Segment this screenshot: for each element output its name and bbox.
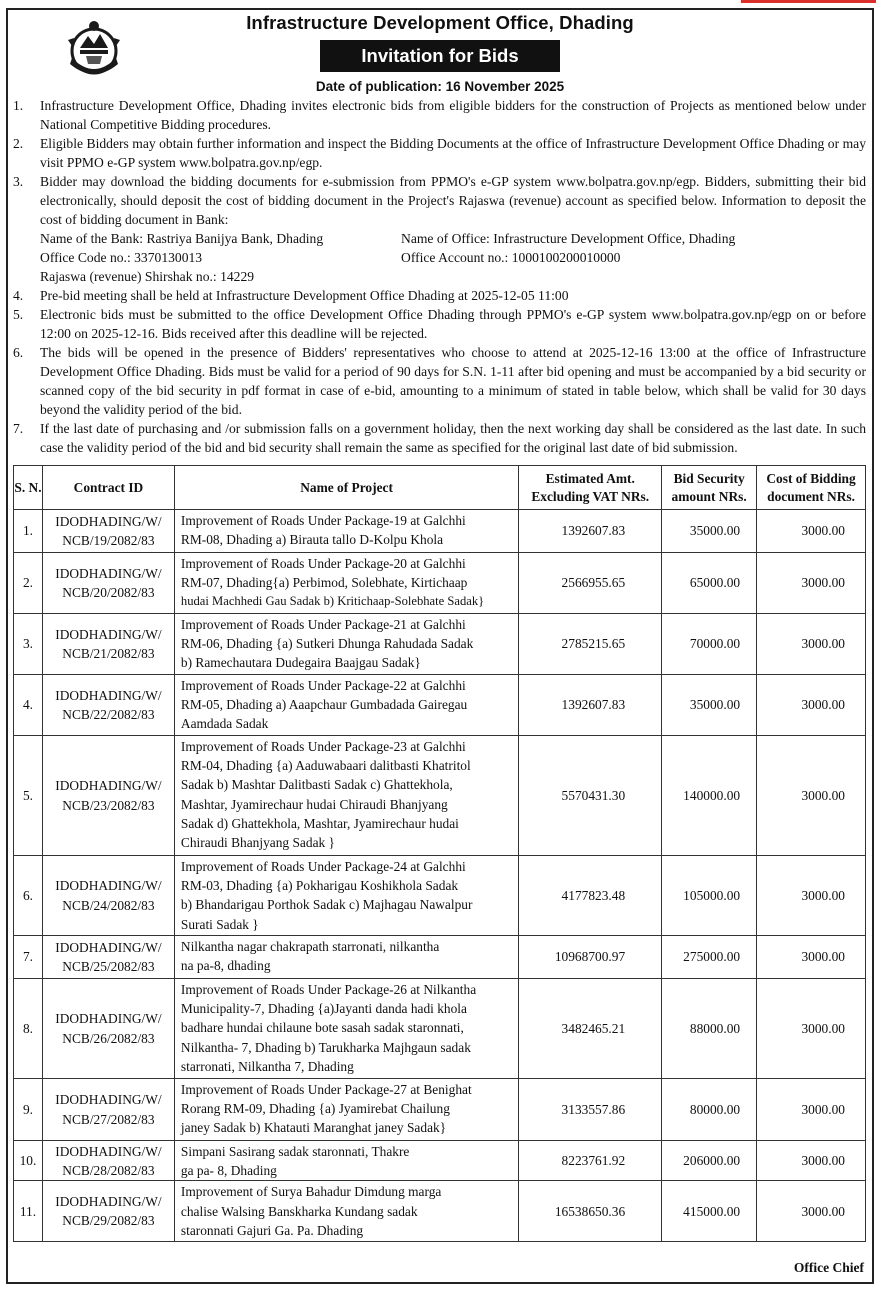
table-row	[14, 736, 866, 856]
project-line: Improvement of Roads Under Package-27 at Benighat	[180, 1082, 472, 1097]
project-line: Improvement of Roads Under Package-21 at Galchhi	[180, 617, 466, 632]
cell-security: 140000.00	[662, 736, 757, 856]
notice-title: Invitation for Bids	[320, 40, 560, 72]
contract-id-line: NCB/23/2082/83	[62, 797, 155, 813]
cell-cost: 3000.00	[757, 675, 866, 736]
table-row	[14, 1079, 866, 1141]
cell-project	[174, 1079, 518, 1141]
bank-name: Name of the Bank: Rastriya Banijya Bank, Dhading	[40, 231, 324, 246]
project-line: Nilkantha- 7, Dhading b) Tarukharka Majhgaun sadak	[180, 1039, 471, 1055]
project-line: Mashtar, Jyamirechaur hudai Chiraudi Bhanjyang	[180, 796, 448, 812]
cell-estimate: 4177823.48	[519, 856, 662, 936]
cell-estimate: 5570431.30	[519, 736, 662, 856]
clause-number: 7.	[13, 421, 24, 436]
bank-info-row	[10, 248, 866, 267]
table-row	[14, 936, 866, 979]
rajaswa-shirshak: Rajaswa (revenue) Shirshak no.: 14229	[40, 269, 255, 284]
project-line: Simpani Sasirang sadak staronnati, Thakre	[180, 1144, 410, 1159]
clause-number: 2.	[13, 136, 24, 151]
cell-project	[174, 553, 518, 614]
header-cost: Cost of Bidding document NRs.	[757, 466, 866, 510]
contract-id-line: IDODHADING/W/	[55, 626, 162, 642]
clause-text: If the last date of purchasing and /or submission falls on a government holiday, then the next working day shall be considered as the last date. In such case the validity period of the bid and bid security shall remain the same as specified for the original last date of bid submission.	[40, 421, 866, 455]
project-line: Rorang RM-09, Dhading {a) Jyamirebat Chailung	[180, 1101, 450, 1117]
project-line: staronnati Gajuri Ga. Pa. Dhading	[180, 1222, 364, 1238]
cell-security: 35000.00	[662, 675, 757, 736]
contract-id-line: NCB/25/2082/83	[62, 959, 155, 974]
cell-security: 70000.00	[662, 614, 757, 675]
cell-estimate: 3482465.21	[519, 979, 662, 1079]
contract-id-line: NCB/27/2082/83	[62, 1111, 155, 1127]
table-row	[14, 553, 866, 614]
cell-contract-id	[42, 979, 174, 1079]
cell-security: 88000.00	[662, 979, 757, 1079]
contract-id-line: NCB/29/2082/83	[62, 1213, 155, 1229]
cell-contract-id	[42, 510, 174, 553]
bids-table	[13, 465, 866, 1242]
header-sn: S. N.	[14, 466, 43, 510]
project-line: Improvement of Roads Under Package-23 at Galchhi	[180, 739, 466, 754]
header-estimate: Estimated Amt. Excluding VAT NRs.	[519, 466, 662, 510]
contract-id-line: IDODHADING/W/	[55, 778, 162, 794]
cell-contract-id	[42, 1141, 174, 1181]
cell-estimate: 16538650.36	[519, 1181, 662, 1242]
project-line: starronati, Nilkantha 7, Dhading	[180, 1058, 354, 1074]
cell-project	[174, 510, 518, 553]
cell-contract-id	[42, 614, 174, 675]
table-row	[14, 675, 866, 736]
cell-sn: 2.	[14, 553, 43, 614]
project-line: ga pa- 8, Dhading	[180, 1163, 277, 1179]
cell-cost: 3000.00	[757, 1079, 866, 1141]
contract-id-line: IDODHADING/W/	[55, 565, 162, 581]
cell-estimate: 8223761.92	[519, 1141, 662, 1181]
clause-text: Electronic bids must be submitted to the office Development Office Dhading through PPMO's e-GP system www.bolpatra.gov.np/egp on or before 12:00 on 2025-12-16. Bids received after this deadline will be rejected.	[40, 307, 866, 341]
header-contract-id: Contract ID	[42, 466, 174, 510]
clause-text: Infrastructure Development Office, Dhading invites electronic bids from eligible bidders for the construction of Projects as mentioned below under National Competitive Bidding procedures.	[40, 98, 866, 132]
cell-sn: 7.	[14, 936, 43, 979]
project-line: RM-06, Dhading {a) Sutkeri Dhunga Rahudada Sadak	[180, 636, 474, 652]
contract-id-line: NCB/20/2082/83	[62, 585, 155, 600]
table-body	[14, 510, 866, 1242]
project-line: RM-08, Dhading a) Birauta tallo D-Kolpu Khola	[180, 532, 444, 548]
project-line: RM-04, Dhading {a) Aaduwabaari dalitbasti Khatritol	[180, 758, 471, 774]
project-line: na pa-8, dhading	[180, 958, 271, 974]
project-line: janey Sadak b) Khatauti Maranghat janey Sadak}	[180, 1120, 447, 1136]
bank-office-name: Name of Office: Infrastructure Development Office, Dhading	[401, 231, 736, 246]
contract-id-line: IDODHADING/W/	[55, 878, 162, 894]
table-row	[14, 1181, 866, 1242]
project-line: Improvement of Roads Under Package-19 at Galchhi	[180, 513, 466, 528]
cell-sn: 10.	[14, 1141, 43, 1181]
cell-contract-id	[42, 1079, 174, 1141]
cell-contract-id	[42, 1181, 174, 1242]
cell-contract-id	[42, 553, 174, 614]
clause-3	[10, 172, 866, 229]
cell-project	[174, 675, 518, 736]
office-account: Office Account no.: 1000100200010000	[401, 250, 621, 265]
cell-contract-id	[42, 675, 174, 736]
contract-id-line: NCB/28/2082/83	[62, 1162, 155, 1178]
cell-sn: 3.	[14, 614, 43, 675]
clause-number: 5.	[13, 307, 24, 322]
table-row	[14, 1141, 866, 1181]
clause-text: Bidder may download the bidding documents for e-submission from PPMO's e-GP system www.bolpatra.gov.np/egp. Bidders, submitting their bid electronically, should deposit the cost of bidding document in the Project's Rajaswa (revenue) account as specified below. Information to deposit the cost of bidding document in Bank:	[40, 174, 866, 227]
cell-security: 105000.00	[662, 856, 757, 936]
cell-estimate: 10968700.97	[519, 936, 662, 979]
cell-project	[174, 856, 518, 936]
project-line: badhare hundai chilaune bote sasah sadak staronnati,	[180, 1020, 464, 1036]
cell-security: 206000.00	[662, 1141, 757, 1181]
project-line: RM-03, Dhading {a) Pokharigau Koshikhola Sadak	[180, 878, 459, 894]
project-line: Improvement of Surya Bahadur Dimdung marga	[180, 1184, 442, 1200]
contract-id-line: IDODHADING/W/	[55, 687, 162, 703]
project-line: Improvement of Roads Under Package-26 at Nilkantha	[180, 982, 477, 997]
cell-security: 35000.00	[662, 510, 757, 553]
project-line: Municipality-7, Dhading {a)Jayanti danda hadi khola	[180, 1001, 467, 1017]
table-row	[14, 614, 866, 675]
clause-number: 6.	[13, 345, 24, 360]
project-line: Chiraudi Bhanjyang Sadak }	[180, 835, 335, 851]
project-line: Nilkantha nagar chakrapath starronati, nilkantha	[180, 939, 440, 954]
cell-cost: 3000.00	[757, 553, 866, 614]
clause-number: 1.	[13, 98, 24, 113]
contract-id-line: NCB/24/2082/83	[62, 897, 155, 913]
cell-project	[174, 1181, 518, 1242]
office-title: Infrastructure Development Office, Dhading	[246, 12, 634, 33]
cell-estimate: 1392607.83	[519, 675, 662, 736]
project-line: chalise Walsing Banskharka Kundang sadak	[180, 1203, 418, 1219]
project-line: b) Ramechautara Dudegaira Baajgau Sadak}	[180, 655, 421, 671]
cell-sn: 6.	[14, 856, 43, 936]
project-line: hudai Machhedi Gau Sadak b) Kritichaap-Solebhate Sadak}	[180, 594, 485, 609]
project-line: b) Bhandarigau Porthok Sadak c) Majhagau Nawalpur	[180, 897, 473, 913]
project-line: Sadak d) Ghattekhola, Mashtar, Jyamirechaur hudai	[180, 815, 459, 831]
cell-cost: 3000.00	[757, 936, 866, 979]
cell-cost: 3000.00	[757, 856, 866, 936]
cell-cost: 3000.00	[757, 736, 866, 856]
clause-text: The bids will be opened in the presence of Bidders' representatives who choose to attend at 2025-12-16 13:00 at the office of Infrastructure Development Office Dhading. Bids must be valid for a period of 90 days for S.N. 1-11 after bid opening and must be accompanied by a bid security or scanned copy of the bid security in pdf format in case of e-bid, amounting to a minimum of stated in table below, which shall be valid for 30 days beyond the validity period of the bid.	[40, 345, 866, 417]
table-header-row	[14, 466, 866, 510]
clause-2	[10, 134, 866, 172]
clause-number: 4.	[13, 288, 24, 303]
project-line: Improvement of Roads Under Package-20 at Galchhi	[180, 556, 466, 571]
cell-sn: 5.	[14, 736, 43, 856]
clause-7	[10, 419, 866, 457]
table-row	[14, 510, 866, 553]
clause-text: Pre-bid meeting shall be held at Infrastructure Development Office Dhading at 2025-12-05 11:00	[40, 288, 569, 303]
signature: Office Chief	[793, 1260, 864, 1275]
header-security: Bid Security amount NRs.	[662, 466, 757, 510]
project-line: RM-07, Dhading{a) Perbimod, Solebhate, Kirtichaap	[180, 575, 468, 591]
cell-security: 65000.00	[662, 553, 757, 614]
bank-info-row	[10, 267, 866, 286]
cell-project	[174, 1141, 518, 1181]
clause-6	[10, 343, 866, 419]
clause-1	[10, 96, 866, 134]
cell-security: 275000.00	[662, 936, 757, 979]
contract-id-line: NCB/26/2082/83	[62, 1030, 155, 1046]
cell-cost: 3000.00	[757, 1141, 866, 1181]
project-line: RM-05, Dhading a) Aaapchaur Gumbadada Gairegau	[180, 697, 468, 713]
contract-id-line: IDODHADING/W/	[55, 513, 162, 529]
clause-text: Eligible Bidders may obtain further information and inspect the Bidding Documents at the office of Infrastructure Development Office Dhading or may visit PPMO e-GP system www.bolpatra.gov.np/egp.	[40, 136, 866, 170]
cell-project	[174, 936, 518, 979]
contract-id-line: NCB/21/2082/83	[62, 646, 155, 661]
project-line: Improvement of Roads Under Package-24 at Galchhi	[180, 859, 466, 874]
contract-id-line: NCB/19/2082/83	[62, 533, 155, 548]
cell-sn: 11.	[14, 1181, 43, 1242]
cell-estimate: 1392607.83	[519, 510, 662, 553]
table-row	[14, 979, 866, 1079]
cell-estimate: 3133557.86	[519, 1079, 662, 1141]
publication-date: Date of publication: 16 November 2025	[315, 79, 565, 94]
cell-cost: 3000.00	[757, 979, 866, 1079]
cell-security: 80000.00	[662, 1079, 757, 1141]
cell-project	[174, 614, 518, 675]
cell-security: 415000.00	[662, 1181, 757, 1242]
cell-cost: 3000.00	[757, 1181, 866, 1242]
cell-cost: 3000.00	[757, 614, 866, 675]
clause-list	[10, 96, 866, 457]
table-row	[14, 856, 866, 936]
contract-id-line: IDODHADING/W/	[55, 1143, 162, 1159]
cell-contract-id	[42, 936, 174, 979]
cell-sn: 9.	[14, 1079, 43, 1141]
clause-number: 3.	[13, 174, 24, 189]
clause-5	[10, 305, 866, 343]
cell-project	[174, 736, 518, 856]
contract-id-line: IDODHADING/W/	[55, 1194, 162, 1210]
cell-sn: 4.	[14, 675, 43, 736]
bank-info-row	[10, 229, 866, 248]
contract-id-line: NCB/22/2082/83	[62, 707, 155, 722]
project-line: Aamdada Sadak	[180, 716, 269, 732]
cell-contract-id	[42, 736, 174, 856]
office-code: Office Code no.: 3370130013	[40, 250, 203, 265]
cell-estimate: 2785215.65	[519, 614, 662, 675]
cell-estimate: 2566955.65	[519, 553, 662, 614]
project-line: Surati Sadak }	[180, 916, 259, 932]
cell-cost: 3000.00	[757, 510, 866, 553]
cell-project	[174, 979, 518, 1079]
header-project: Name of Project	[174, 466, 518, 510]
clause-4	[10, 286, 866, 305]
cell-sn: 1.	[14, 510, 43, 553]
contract-id-line: IDODHADING/W/	[55, 1011, 162, 1027]
cell-sn: 8.	[14, 979, 43, 1079]
cell-contract-id	[42, 856, 174, 936]
project-line: Improvement of Roads Under Package-22 at Galchhi	[180, 678, 466, 693]
top-accent-bar	[741, 0, 876, 3]
contract-id-line: IDODHADING/W/	[55, 1092, 162, 1108]
project-line: Sadak b) Mashtar Dalitbasti Sadak c) Ghattekhola,	[180, 777, 453, 793]
contract-id-line: IDODHADING/W/	[55, 939, 162, 955]
